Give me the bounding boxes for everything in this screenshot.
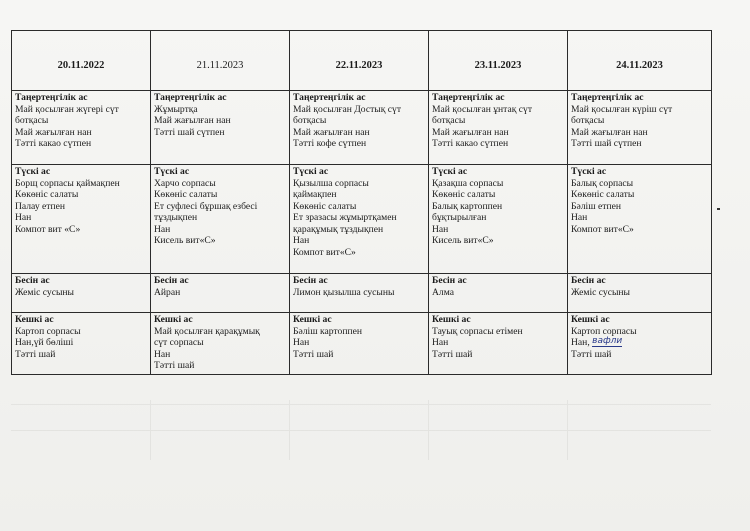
date-label: 21.11.2023 (196, 60, 244, 72)
menu-item: Нан (293, 235, 310, 246)
breakfast-cell (290, 91, 429, 165)
menu-item: Бәліш картоппен (293, 325, 362, 337)
meal-title: Кешкі ас (15, 314, 54, 325)
meal-title: Бесін ас (154, 275, 189, 286)
dinner-cell (568, 313, 712, 375)
date-cell (290, 31, 429, 91)
meal-title: Таңертеңгілік ас (154, 92, 227, 103)
date-label: 24.11.2023 (616, 60, 663, 72)
menu-item: Картоп сорпасы (15, 325, 81, 337)
menu-item: сүт сорпасы (154, 337, 204, 348)
dinner-cell (151, 313, 290, 375)
menu-item: Көкөніс салаты (154, 189, 218, 200)
menu-item: Көкөніс салаты (15, 189, 79, 200)
menu-item: Май қосылған қарақұмық (154, 325, 260, 337)
meal-title: Түскі ас (571, 166, 607, 177)
menu-item: Тәтті шай сүтпен (571, 138, 642, 149)
meal-title: Кешкі ас (293, 314, 332, 325)
date-cell (429, 31, 568, 91)
dinner-cell (429, 313, 568, 375)
snack-cell (151, 274, 290, 313)
meal-title: Таңертеңгілік ас (15, 92, 88, 103)
menu-item: Палау етпен (15, 200, 66, 212)
lunch-cell (429, 165, 568, 274)
menu-item: Нан,үй бөліші (15, 337, 74, 348)
page-mark (717, 208, 720, 210)
menu-item: Қызылша сорпасы (293, 177, 369, 189)
menu-item: Нан (154, 348, 171, 360)
menu-item: Май жағылған нан (154, 115, 231, 126)
breakfast-cell (568, 91, 712, 165)
menu-item: тұздықпен (154, 212, 198, 223)
menu-item: Май қосылған Достық сүт (293, 103, 402, 115)
menu-item: Тәтті шай (571, 349, 612, 360)
menu-item: ботқасы (293, 115, 327, 126)
menu-item: Тәтті шай (432, 348, 473, 360)
meal-title: Таңертеңгілік ас (571, 92, 644, 103)
lunch-cell (151, 165, 290, 274)
meal-title: Кешкі ас (432, 314, 471, 325)
menu-item: Картоп сорпасы (571, 325, 637, 337)
menu-item: Нан (15, 212, 32, 223)
weekly-menu-table (11, 30, 712, 375)
meal-title: Бесін ас (432, 275, 467, 286)
menu-item: Тәтті какао сүтпен (432, 138, 509, 149)
breakfast-cell (429, 91, 568, 165)
date-cell (568, 31, 712, 91)
menu-item: Нан (432, 337, 449, 348)
lunch-row (12, 165, 712, 274)
meal-title: Бесін ас (571, 275, 606, 286)
menu-item: Жеміс сусыны (15, 286, 74, 298)
date-cell (151, 31, 290, 91)
menu-item: Лимон қызылша сусыны (293, 286, 395, 298)
snack-cell (429, 274, 568, 313)
lunch-cell (290, 165, 429, 274)
date-label: 20.11.2022 (57, 60, 105, 72)
menu-item: Тәтті шай (293, 348, 334, 360)
meal-title: Таңертеңгілік ас (293, 92, 366, 103)
meal-title: Түскі ас (15, 166, 51, 177)
menu-item: Кисель вит«С» (432, 235, 494, 246)
menu-item: Тәтті шай (154, 360, 195, 371)
menu-item: Тәтті шай (15, 348, 56, 360)
menu-item: Ет зразасы жұмыртқамен (293, 212, 397, 223)
meal-title: Түскі ас (432, 166, 468, 177)
menu-item: ботқасы (432, 115, 466, 126)
menu-item: Жұмыртқа (154, 103, 198, 115)
lunch-cell (12, 165, 151, 274)
menu-item: Бәліш етпен (571, 200, 621, 212)
meal-title: Таңертеңгілік ас (432, 92, 505, 103)
snack-cell (290, 274, 429, 313)
date-header-row (12, 31, 712, 91)
date-cell (12, 31, 151, 91)
menu-item: Май жағылған нан (15, 126, 92, 138)
menu-item: Май қосылған жүгері сүт (15, 103, 119, 115)
date-label: 23.11.2023 (474, 60, 522, 72)
menu-item: Борщ сорпасы қаймақпен (15, 177, 120, 189)
menu-item: ботқасы (15, 115, 49, 126)
menu-item: Балық сорпасы (571, 177, 634, 189)
menu-item: Компот вит «С» (15, 223, 81, 235)
menu-item: Ет суфлесі бұршақ езбесі (154, 200, 258, 212)
date-label: 22.11.2023 (335, 60, 383, 72)
menu-item: Нан (571, 212, 588, 223)
menu-item: Тәтті какао сүтпен (15, 138, 92, 149)
handwritten-note: вафли (592, 336, 623, 346)
menu-item: Көкөніс салаты (293, 200, 357, 212)
menu-item: Май қосылған күріш сүт (571, 103, 673, 115)
menu-item: Харчо сорпасы (154, 177, 216, 189)
snack-cell (568, 274, 712, 313)
menu-item: Май жағылған нан (571, 126, 648, 138)
menu-item: Көкөніс салаты (432, 189, 496, 200)
menu-item-text: Нан, (571, 337, 590, 348)
menu-item: Май жағылған нан (293, 126, 370, 138)
menu-item: Тауық сорпасы етімен (432, 325, 523, 337)
dinner-row (12, 313, 712, 375)
menu-item: Кисель вит«С» (154, 235, 216, 246)
dinner-cell (12, 313, 151, 375)
meal-title: Түскі ас (293, 166, 329, 177)
menu-item: Айран (154, 286, 181, 298)
menu-item: Компот вит«С» (571, 223, 634, 235)
meal-title: Түскі ас (154, 166, 190, 177)
menu-item: Компот вит«С» (293, 246, 356, 258)
menu-item: Нан (293, 337, 310, 348)
menu-item: Тәтті кофе сүтпен (293, 138, 367, 149)
menu-item: Көкөніс салаты (571, 189, 635, 200)
menu-item: қарақұмық тұздықпен (293, 223, 384, 235)
meal-title: Кешкі ас (571, 314, 610, 325)
menu-item: Май қосылған ұнтақ сүт (432, 103, 533, 115)
bleed-through-lines (11, 400, 711, 460)
menu-item: Қазақша сорпасы (432, 177, 504, 189)
menu-item (571, 337, 708, 349)
meal-title: Бесін ас (15, 275, 50, 286)
snack-cell (12, 274, 151, 313)
menu-item: Нан (154, 223, 171, 235)
snack-row (12, 274, 712, 313)
meal-title: Бесін ас (293, 275, 328, 286)
menu-item: Нан (432, 223, 449, 235)
menu-item: Тәтті шай сүтпен (154, 126, 225, 138)
breakfast-cell (151, 91, 290, 165)
menu-item: Май жағылған нан (432, 126, 509, 138)
meal-title: Кешкі ас (154, 314, 193, 325)
lunch-cell (568, 165, 712, 274)
menu-item: Жеміс сусыны (571, 286, 630, 298)
breakfast-row (12, 91, 712, 165)
dinner-cell (290, 313, 429, 375)
menu-item: қаймақпен (293, 189, 337, 200)
menu-item: Алма (432, 286, 454, 298)
menu-item: ботқасы (571, 115, 605, 126)
breakfast-cell (12, 91, 151, 165)
menu-item: Балық картоппен (432, 200, 503, 212)
menu-item: бұқтырылған (432, 212, 487, 223)
